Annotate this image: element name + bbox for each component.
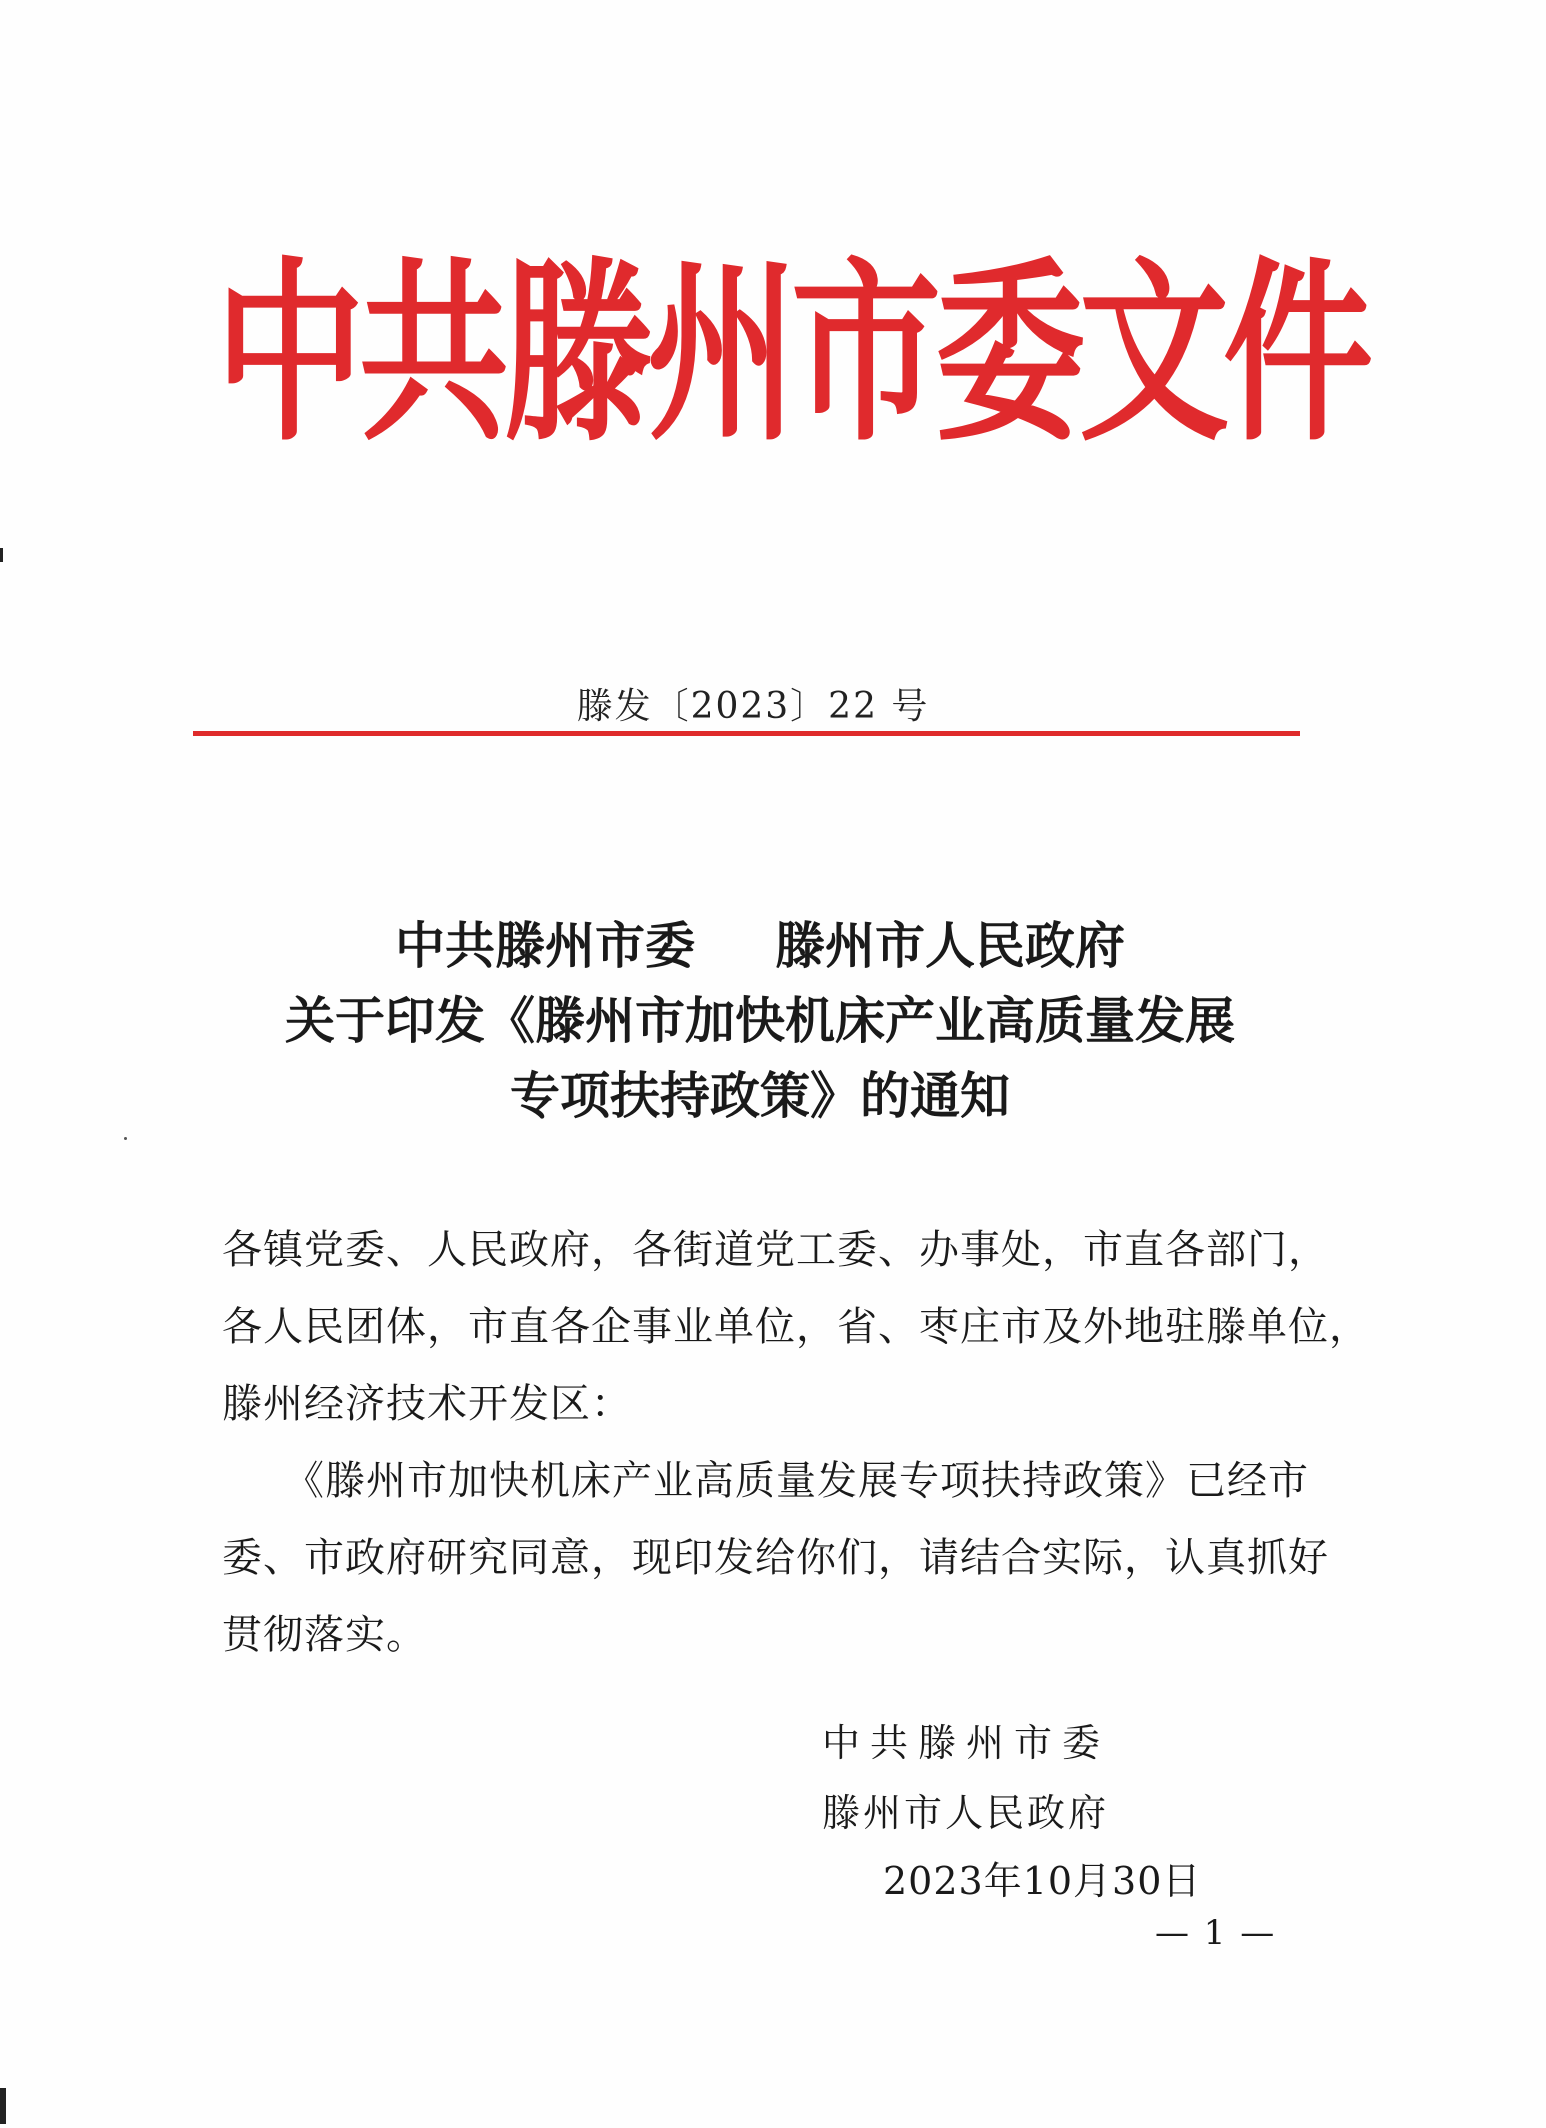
signature-org-1: 中共滕州市委 bbox=[822, 1721, 1111, 1765]
body-line: 各人民团体，市直各企事业单位，省、枣庄市及外地驻滕单位， bbox=[222, 1304, 1370, 1350]
title-line-3: 专项扶持政策》的通知 bbox=[510, 1066, 1010, 1125]
masthead-char: 件 bbox=[1223, 241, 1368, 469]
masthead-char: 共 bbox=[359, 241, 504, 469]
title-line-2: 关于印发《滕州市加快机床产业高质量发展 bbox=[285, 991, 1235, 1050]
document-title bbox=[180, 908, 1340, 1133]
body-text bbox=[222, 1212, 1370, 1674]
masthead-char: 滕 bbox=[503, 241, 648, 469]
red-divider-line bbox=[193, 731, 1300, 736]
masthead-char: 市 bbox=[791, 241, 936, 469]
title-issuer-1: 中共滕州市委 bbox=[395, 916, 695, 975]
scan-edge-mark bbox=[0, 2088, 6, 2124]
body-line: 贯彻落实。 bbox=[222, 1612, 427, 1658]
masthead-char: 中 bbox=[215, 241, 360, 469]
signature-org-2: 滕州市人民政府 bbox=[822, 1791, 1110, 1835]
body-line: 《滕州市加快机床产业高质量发展专项扶持政策》已经市 bbox=[222, 1458, 1309, 1504]
body-line: 滕州经济技术开发区： bbox=[222, 1381, 632, 1427]
document-number: 滕发〔2023〕22 号 bbox=[576, 686, 930, 727]
title-issuer-2: 滕州市人民政府 bbox=[775, 916, 1125, 975]
page-number: — 1 — bbox=[1155, 1913, 1277, 1953]
scan-edge-mark bbox=[0, 548, 3, 562]
masthead-char: 文 bbox=[1079, 241, 1224, 469]
scan-speck bbox=[124, 1137, 127, 1140]
title-issuers-line bbox=[180, 908, 1340, 983]
body-line: 各镇党委、人民政府，各街道党工委、办事处，市直各部门， bbox=[222, 1227, 1329, 1273]
masthead bbox=[215, 241, 1368, 469]
masthead-char: 委 bbox=[935, 241, 1080, 469]
signature-date: 2023年10月30日 bbox=[883, 1859, 1202, 1903]
masthead-char: 州 bbox=[647, 241, 792, 469]
body-line: 委、市政府研究同意，现印发给你们，请结合实际，认真抓好 bbox=[222, 1535, 1329, 1581]
